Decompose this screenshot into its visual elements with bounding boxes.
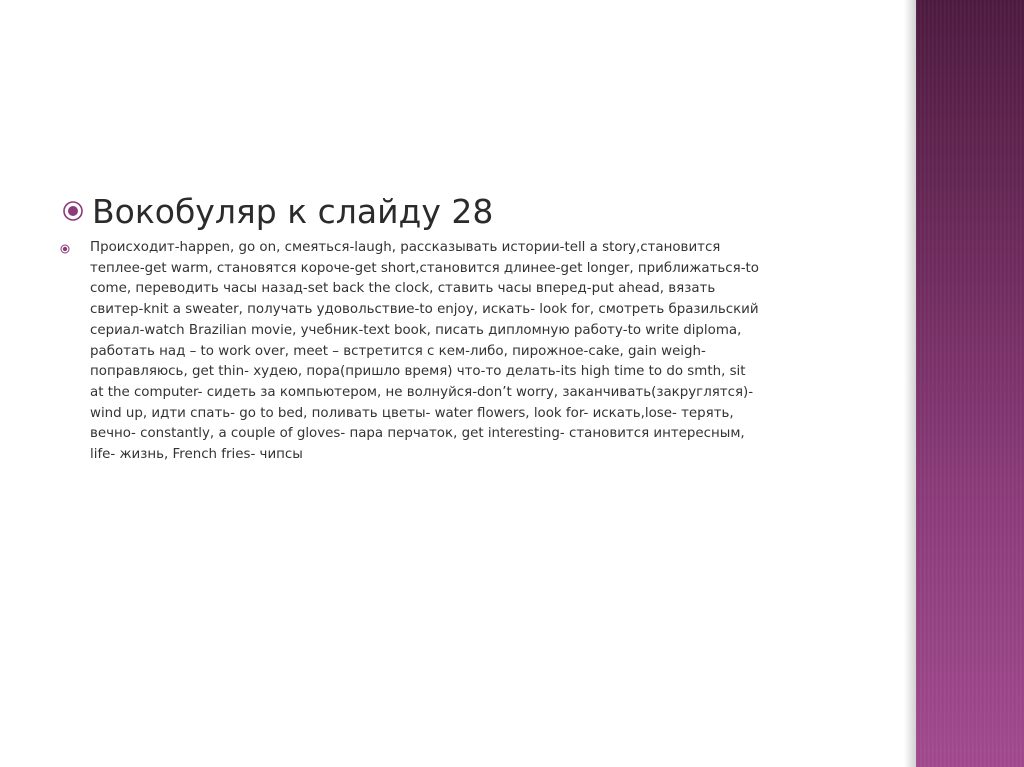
- sidebar-shadow: [904, 0, 916, 767]
- circle-dot-bullet-icon: [60, 244, 70, 254]
- vocabulary-line: поправляюсь, get thin- худею, пора(пришло время) что-то делать-its high time to do smth, sit: [90, 364, 746, 380]
- vocabulary-line: at the computer- сидеть за компьютером, не волнуйся-don’t worry, заканчивать(закруглятся)-: [90, 384, 754, 400]
- vocabulary-line: теплее-get warm, становятся короче-get short,становится длинее-get longer, приближаться-to: [90, 260, 759, 276]
- vocabulary-line: работать над – to work over, meet – встретится с кем-либо, пирожное-cake, gain weigh-: [90, 343, 706, 359]
- vocabulary-line: wind up, идти спать- go to bed, поливать цветы- water flowers, look for- искать,lose- терять,: [90, 405, 734, 421]
- vocabulary-line: сериал-watch Brazilian movie, учебник-text book, писать дипломную работу-to write diploma,: [90, 322, 742, 338]
- vocabulary-line: life- жизнь, French fries- чипсы: [90, 447, 303, 463]
- vocabulary-line: come, переводить часы назад-set back the clock, ставить часы вперед-put ahead, вязать: [90, 281, 716, 297]
- slide-title: Вокобуляр к слайду 28: [92, 191, 494, 231]
- vocabulary-line: вечно- constantly, a couple of gloves- пара перчаток, get interesting- становится интересным,: [90, 426, 745, 442]
- slide-body: [60, 238, 860, 466]
- vocabulary-paragraph: [90, 238, 860, 466]
- slide-title-row: [62, 186, 882, 236]
- decorative-sidebar: [916, 0, 1024, 767]
- vocabulary-line: Происходит-happen, go on, смеяться-laugh, рассказывать истории-tell a story,становится: [90, 240, 721, 255]
- vocabulary-line: свитер-knit a sweater, получать удовольствие-to enjoy, искать- look for, смотреть бразильский: [90, 302, 759, 318]
- circle-dot-bullet-icon: [62, 200, 84, 222]
